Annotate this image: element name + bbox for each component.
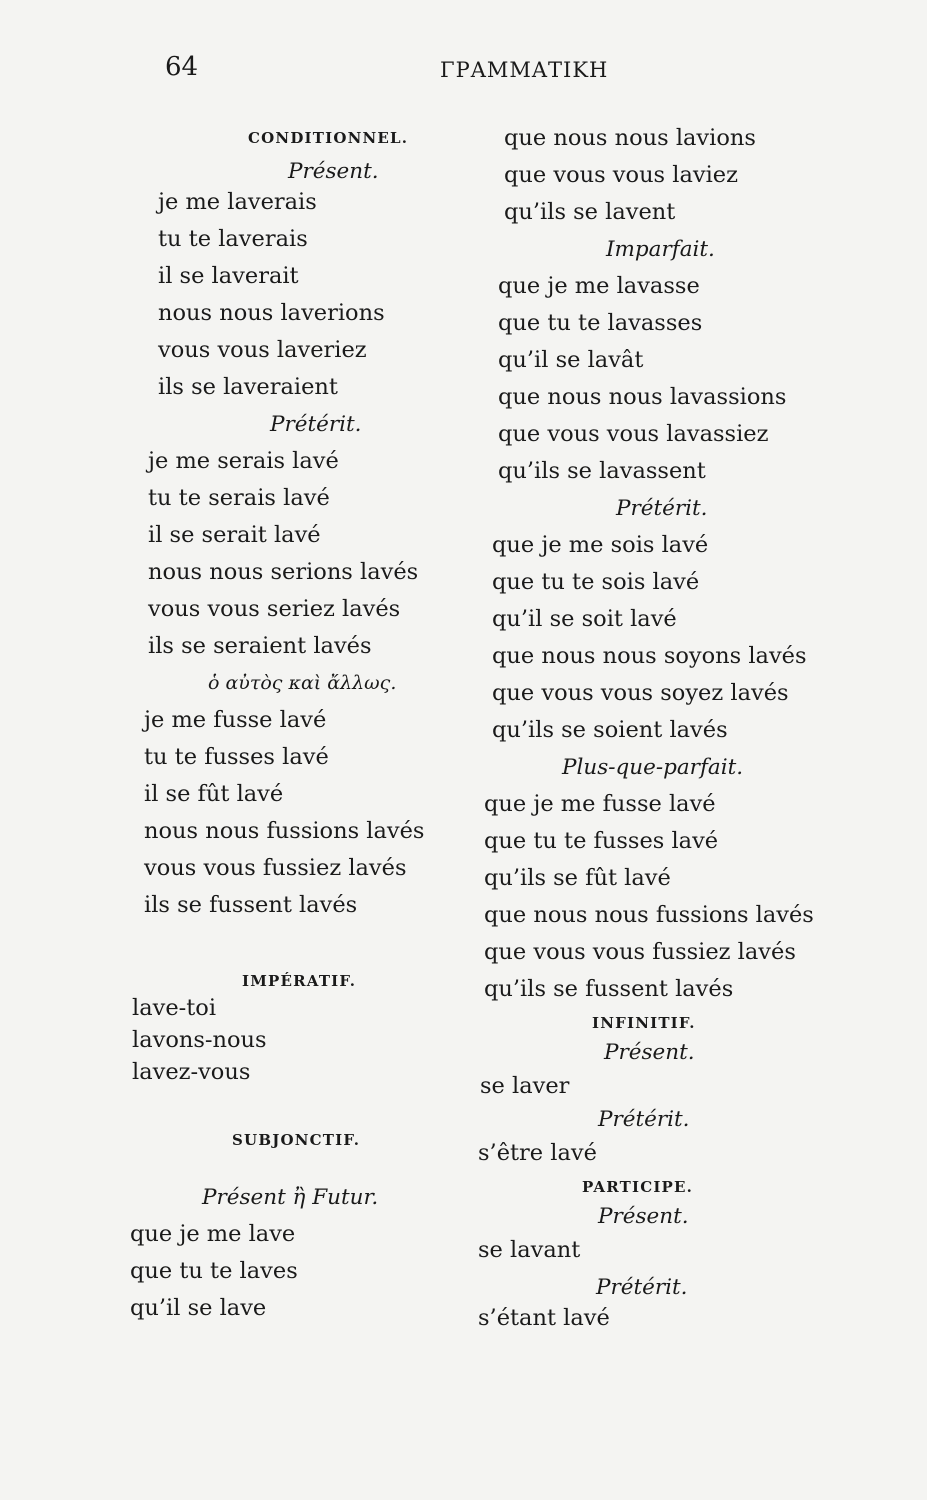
page-header bbox=[0, 52, 927, 92]
list-item: je me fusse lavé bbox=[144, 707, 327, 733]
inf-present-form: se laver bbox=[480, 1073, 570, 1099]
heading-subjonctif: SUBJONCTIF. bbox=[232, 1131, 361, 1149]
greek-note: ὁ αὐτὸς καὶ ἄλλως. bbox=[208, 672, 397, 694]
list-item: ils se laveraient bbox=[158, 374, 338, 400]
list-item: nous nous serions lavés bbox=[148, 559, 419, 585]
list-item: qu’il se soit lavé bbox=[492, 606, 677, 632]
imparfait-list bbox=[478, 268, 838, 490]
list-item: il se laverait bbox=[158, 263, 299, 289]
list-item: que vous vous fussiez lavés bbox=[484, 939, 796, 965]
heading-conditionnel: CONDITIONNEL. bbox=[248, 129, 409, 147]
list-item: vous vous seriez lavés bbox=[148, 596, 401, 622]
list-item: qu’ils se lavent bbox=[504, 199, 676, 225]
cond-preterit-list bbox=[120, 443, 460, 665]
cond-present-list bbox=[120, 184, 460, 406]
list-item: que nous nous lavassions bbox=[498, 384, 787, 410]
list-item: qu’il se lave bbox=[130, 1295, 267, 1321]
subheading-cond-preterit: Prétérit. bbox=[270, 412, 362, 437]
list-item: que tu te fusses lavé bbox=[484, 828, 719, 854]
part-present-form: se lavant bbox=[478, 1237, 581, 1263]
subj-present-cont-list bbox=[478, 120, 838, 231]
list-item: que nous nous lavions bbox=[504, 125, 756, 151]
list-item: qu’ils se soient lavés bbox=[492, 717, 728, 743]
subheading-preterit: Prétérit. bbox=[616, 496, 708, 521]
list-item: qu’il se lavât bbox=[498, 347, 644, 373]
left-column bbox=[120, 120, 460, 1327]
list-item: tu te laverais bbox=[158, 226, 308, 252]
list-item: que je me sois lavé bbox=[492, 532, 709, 558]
list-item: qu’ils se lavassent bbox=[498, 458, 706, 484]
list-item: nous nous laverions bbox=[158, 300, 385, 326]
list-item: qu’ils se fussent lavés bbox=[484, 976, 734, 1002]
part-preterit-form: s’étant lavé bbox=[478, 1305, 610, 1331]
list-item: que vous vous soyez lavés bbox=[492, 680, 789, 706]
list-item: vous vous fussiez lavés bbox=[144, 855, 407, 881]
subheading-inf-preterit: Prétérit. bbox=[598, 1107, 690, 1132]
list-item: vous vous laveriez bbox=[158, 337, 367, 363]
subheading-part-present: Présent. bbox=[598, 1204, 689, 1229]
right-column bbox=[478, 120, 838, 1337]
inf-preterit-form: s’être lavé bbox=[478, 1140, 597, 1166]
subheading-plus-que-parfait: Plus-que-parfait. bbox=[562, 755, 744, 780]
heading-imperatif: IMPÉRATIF. bbox=[242, 972, 357, 990]
list-item: que je me lave bbox=[130, 1221, 296, 1247]
list-item: ils se fussent lavés bbox=[144, 892, 358, 918]
list-item: lavez-vous bbox=[132, 1059, 251, 1085]
list-item: tu te fusses lavé bbox=[144, 744, 329, 770]
subheading-imparfait: Imparfait. bbox=[606, 237, 715, 262]
list-item: lave-toi bbox=[132, 995, 217, 1021]
cond-alt-list bbox=[120, 702, 460, 924]
list-item: que nous nous fussions lavés bbox=[484, 902, 814, 928]
subheading-cond-present: Présent. bbox=[288, 159, 379, 184]
subheading-inf-present: Présent. bbox=[604, 1040, 695, 1065]
subheading-subj-present: Présent ἢ Futur. bbox=[202, 1185, 379, 1210]
subheading-part-preterit: Prétérit. bbox=[596, 1275, 688, 1300]
list-item: que je me fusse lavé bbox=[484, 791, 716, 817]
list-item: il se fût lavé bbox=[144, 781, 284, 807]
list-item: il se serait lavé bbox=[148, 522, 321, 548]
running-title: ΓΡΑΜΜΑΤΙΚΗ bbox=[440, 58, 609, 82]
page-number: 64 bbox=[165, 52, 199, 82]
list-item: tu te serais lavé bbox=[148, 485, 330, 511]
list-item: qu’ils se fût lavé bbox=[484, 865, 671, 891]
list-item: que tu te sois lavé bbox=[492, 569, 700, 595]
list-item: ils se seraient lavés bbox=[148, 633, 372, 659]
subj-present-list bbox=[120, 1216, 460, 1327]
preterit-list bbox=[478, 527, 838, 749]
list-item: que tu te lavasses bbox=[498, 310, 703, 336]
list-item: que vous vous laviez bbox=[504, 162, 738, 188]
list-item: je me laverais bbox=[158, 189, 317, 215]
imperatif-list bbox=[120, 992, 460, 1088]
heading-participe: PARTICIPE. bbox=[582, 1178, 694, 1196]
list-item: que tu te laves bbox=[130, 1258, 298, 1284]
list-item: je me serais lavé bbox=[148, 448, 339, 474]
heading-infinitif: INFINITIF. bbox=[592, 1014, 696, 1032]
list-item: que nous nous soyons lavés bbox=[492, 643, 807, 669]
list-item: lavons-nous bbox=[132, 1027, 267, 1053]
list-item: que vous vous lavassiez bbox=[498, 421, 769, 447]
pqp-list bbox=[478, 786, 838, 1008]
list-item: que je me lavasse bbox=[498, 273, 700, 299]
list-item: nous nous fussions lavés bbox=[144, 818, 425, 844]
